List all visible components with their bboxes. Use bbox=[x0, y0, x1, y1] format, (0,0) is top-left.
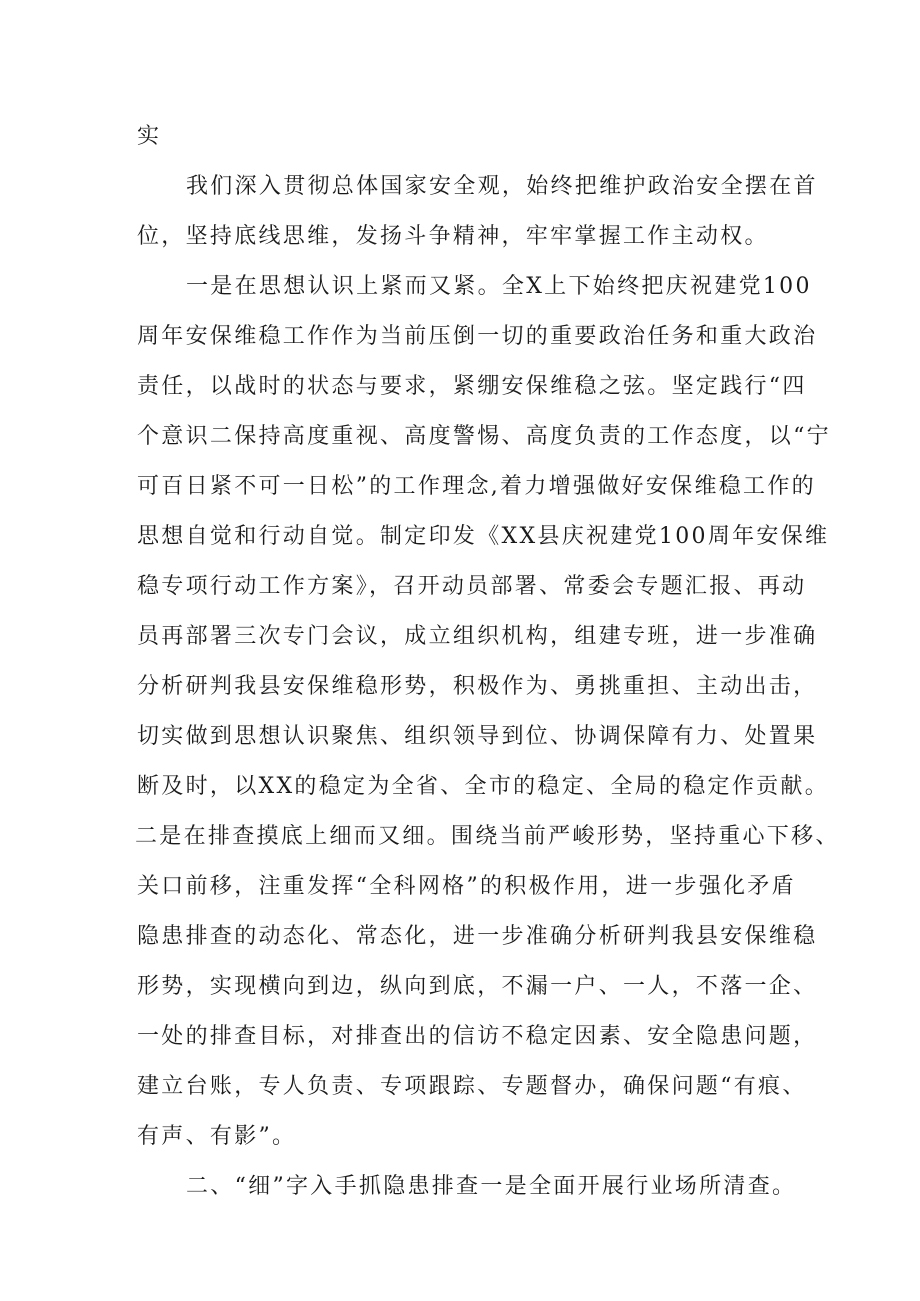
text-line-2: 我们深入贯彻总体国家安全观，始终把维护政治安全摆在首 bbox=[186, 174, 818, 199]
text-line-11: 员再部署三次专门会议，成立组织机构，组建专班，进一步准确 bbox=[137, 624, 818, 649]
text-line-13: 切实做到思想认识聚焦、组织领导到位、协调保障有力、处置果 bbox=[137, 724, 818, 749]
text-line-19: 一处的排查目标，对排查出的信访不稳定因素、安全隐患问题， bbox=[137, 1024, 818, 1049]
text-line-17: 隐患排查的动态化、常态化，进一步准确分析研判我县安保维稳 bbox=[137, 924, 818, 949]
text-line-15: 二是在排查摸底上细而又细。围绕当前严峻形势，坚持重心下移、 bbox=[135, 824, 840, 849]
text-line-22: 二、“细”字入手抓隐患排查一是全面开展行业场所清查。 bbox=[186, 1174, 797, 1199]
text-line-8: 可百日紧不可一日松”的工作理念,着力增强做好安保维稳工作的 bbox=[137, 474, 816, 499]
text-line-7: 个意识二保持高度重视、高度警惕、高度负责的工作态度，以“宁 bbox=[137, 424, 831, 449]
text-line-5: 周年安保维稳工作作为当前压倒一切的重要政治任务和重大政治 bbox=[137, 324, 818, 349]
text-line-21: 有声、有影”。 bbox=[137, 1124, 297, 1149]
text-line-18: 形势，实现横向到边，纵向到底，不漏一户、一人，不落一企、 bbox=[137, 974, 818, 999]
text-line-6: 责任，以战时的状态与要求，紧绷安保维稳之弦。坚定践行“四 bbox=[137, 374, 807, 399]
text-line-4: 一是在思想认识上紧而又紧。全X上下始终把庆祝建党100 bbox=[186, 274, 812, 299]
text-line-14: 断及时，以XX的稳定为全省、全市的稳定、全局的稳定作贡献。 bbox=[137, 774, 830, 799]
text-line-10: 稳专项行动工作方案》，召开动员部署、常委会专题汇报、再动 bbox=[137, 574, 807, 599]
text-line-3: 位，坚持底线思维，发扬斗争精神，牢牢掌握工作主动权。 bbox=[137, 224, 769, 249]
text-line-16: 关口前移，注重发挥“全科网格”的积极作用，进一步强化矛盾 bbox=[137, 874, 796, 899]
text-line-20: 建立台账，专人负责、专项跟踪、专题督办，确保问题“有痕、 bbox=[137, 1074, 807, 1099]
text-line-12: 分析研判我县安保维稳形势，积极作为、勇挑重担、主动出击， bbox=[137, 674, 818, 699]
text-line-9: 思想自觉和行动自觉。制定印发《XX县庆祝建党100周年安保维 bbox=[137, 524, 830, 549]
text-line-1: 实 bbox=[137, 124, 162, 149]
